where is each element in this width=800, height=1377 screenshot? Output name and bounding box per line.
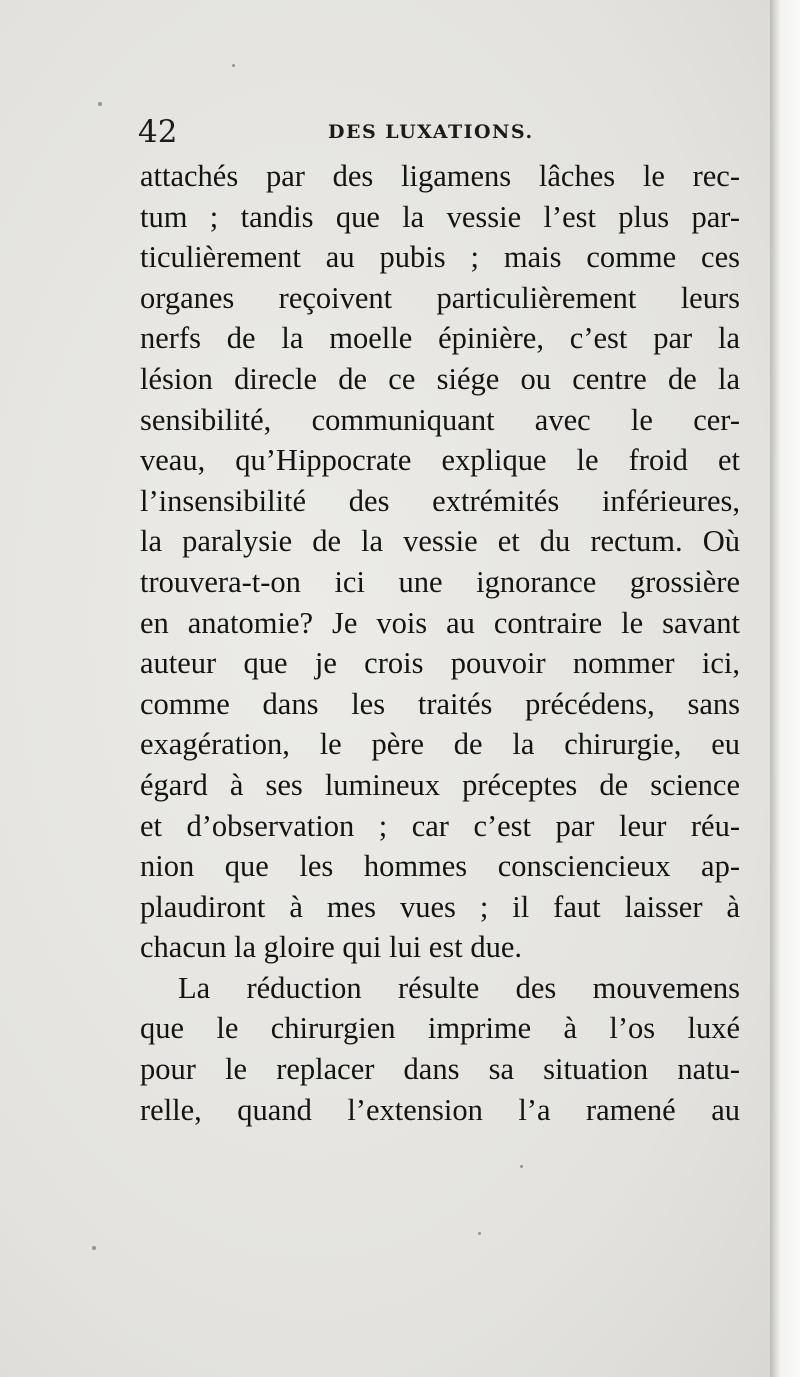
page-edge-shadow bbox=[770, 0, 800, 1377]
text-line: lésion direcle de ce siége ou centre de la bbox=[140, 361, 740, 396]
text-line: que le chirurgien imprime à l’os luxé bbox=[140, 1011, 740, 1046]
text-line: en anatomie? Je vois au contraire le savant bbox=[140, 605, 740, 640]
running-title: DES LUXATIONS. bbox=[328, 121, 534, 143]
text-line: auteur que je crois pouvoir nommer ici, bbox=[140, 646, 740, 681]
page-number: 42 bbox=[138, 114, 178, 150]
text-line: La réduction résulte des mouvemens bbox=[178, 970, 740, 1005]
page-header bbox=[138, 112, 738, 152]
text-line: nerfs de la moelle épinière, c’est par la bbox=[140, 321, 740, 356]
paper-speck bbox=[92, 1246, 96, 1250]
text-line: tum ; tandis que la vessie l’est plus par- bbox=[140, 199, 740, 234]
text-line: chacun la gloire qui lui est due. bbox=[140, 930, 522, 965]
text-line: pour le replacer dans sa situation natu- bbox=[140, 1052, 740, 1087]
paper-speck bbox=[478, 1232, 481, 1235]
text-line: nion que les hommes consciencieux ap- bbox=[140, 849, 740, 884]
paper-speck bbox=[232, 64, 235, 67]
text-line: égard à ses lumineux préceptes de science bbox=[140, 767, 740, 802]
text-line: exagération, le père de la chirurgie, eu bbox=[140, 727, 740, 762]
text-line: relle, quand l’extension l’a ramené au bbox=[140, 1092, 740, 1127]
text-line: plaudiront à mes vues ; il faut laisser à bbox=[140, 889, 740, 924]
text-line: trouvera-t-on ici une ignorance grossière bbox=[140, 564, 740, 599]
text-line: veau, qu’Hippocrate explique le froid et bbox=[140, 443, 740, 478]
paper-speck bbox=[98, 102, 102, 106]
paper-speck bbox=[520, 1165, 523, 1168]
text-line: et d’observation ; car c’est par leur réu- bbox=[140, 808, 740, 843]
text-line: la paralysie de la vessie et du rectum. Où bbox=[140, 524, 740, 559]
text-line: attachés par des ligamens lâches le rec- bbox=[140, 159, 740, 193]
text-line: l’insensibilité des extrémités inférieures, bbox=[140, 483, 740, 518]
text-line: sensibilité, communiquant avec le cer- bbox=[140, 402, 740, 437]
text-line: ticulièrement au pubis ; mais comme ces bbox=[140, 240, 740, 275]
text-line: comme dans les traités précédens, sans bbox=[140, 686, 740, 721]
body-text bbox=[140, 156, 740, 1130]
text-line: organes reçoivent particulièrement leurs bbox=[140, 280, 740, 315]
